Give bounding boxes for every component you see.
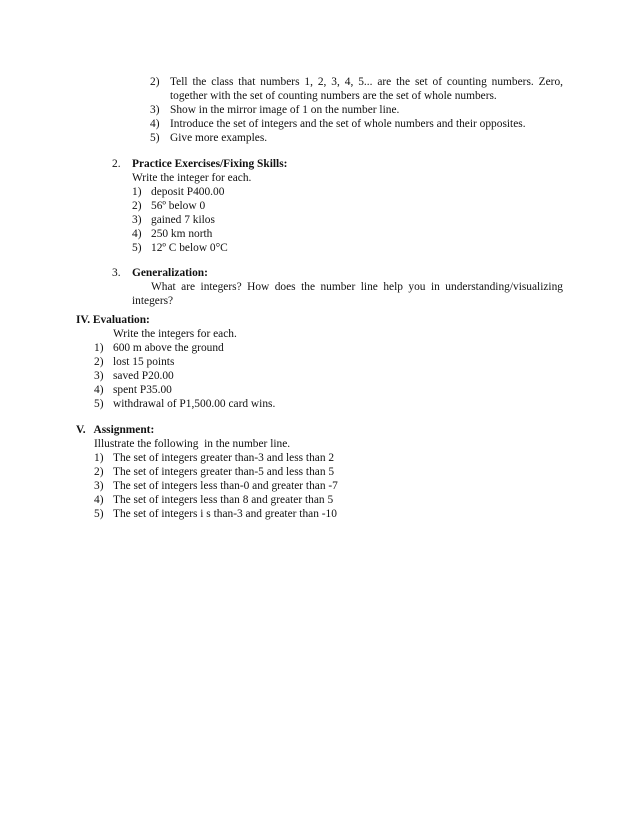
list-item: The set of integers i s than-3 and greater than -10 [113, 508, 337, 520]
step-number: 3) [150, 104, 160, 116]
list-item: 56º below 0 [151, 200, 206, 212]
section-heading: Generalization: [132, 267, 208, 279]
list-item-number: 5) [94, 398, 104, 410]
list-item-number: 3) [94, 480, 104, 492]
list-item: The set of integers less than-0 and greater than -7 [113, 480, 338, 492]
list-item-number: 3) [94, 370, 104, 382]
section-heading: IV. Evaluation: [76, 314, 150, 326]
step-number: 2) [150, 76, 160, 88]
list-item: withdrawal of P1,500.00 card wins. [113, 398, 276, 410]
step-text: Tell the class that numbers 1, 2, 3, 4, 5... are the set of counting numbers. Zero, [170, 76, 563, 88]
list-item-number: 3) [132, 214, 142, 226]
section-instruction: Write the integer for each. [132, 172, 252, 184]
list-item: lost 15 points [113, 356, 175, 368]
step-text: Show in the mirror image of 1 on the number line. [170, 104, 400, 116]
list-item: The set of integers greater than-5 and less than 5 [113, 466, 335, 478]
list-item: 250 km north [151, 228, 213, 240]
section-instruction: Write the integers for each. [113, 328, 237, 340]
list-item: spent P35.00 [113, 384, 172, 396]
section-text-continued: integers? [132, 295, 174, 307]
section-heading: Practice Exercises/Fixing Skills: [132, 158, 288, 170]
list-item: saved P20.00 [113, 370, 174, 382]
section-text: What are integers? How does the number line help you in understanding/visualizing [151, 281, 563, 293]
list-item-number: 5) [94, 508, 104, 520]
section-heading: V. Assignment: [76, 424, 155, 436]
list-item-number: 4) [94, 494, 104, 506]
list-item: The set of integers greater than-3 and less than 2 [113, 452, 335, 464]
step-number: 4) [150, 118, 160, 130]
list-item-number: 1) [94, 452, 104, 464]
step-number: 5) [150, 132, 160, 144]
list-item: The set of integers less than 8 and greater than 5 [113, 494, 334, 506]
list-item-number: 4) [132, 228, 142, 240]
list-item-number: 4) [94, 384, 104, 396]
list-item: gained 7 kilos [151, 214, 215, 226]
list-item-number: 1) [132, 186, 142, 198]
section-number: 3. [112, 267, 121, 279]
step-text: Introduce the set of integers and the set of whole numbers and their opposites. [170, 118, 526, 130]
list-item-number: 1) [94, 342, 104, 354]
step-text: Give more examples. [170, 132, 268, 144]
list-item-number: 2) [94, 466, 104, 478]
list-item-number: 5) [132, 242, 142, 254]
list-item: 12º C below 0°C [151, 242, 228, 254]
section-instruction: Illustrate the following in the number line. [94, 438, 291, 450]
list-item-number: 2) [94, 356, 104, 368]
step-text-continued: together with the set of counting numbers are the set of whole numbers. [170, 90, 497, 102]
list-item: 600 m above the ground [113, 342, 224, 354]
list-item: deposit P400.00 [151, 186, 225, 198]
list-item-number: 2) [132, 200, 142, 212]
section-number: 2. [112, 158, 121, 170]
